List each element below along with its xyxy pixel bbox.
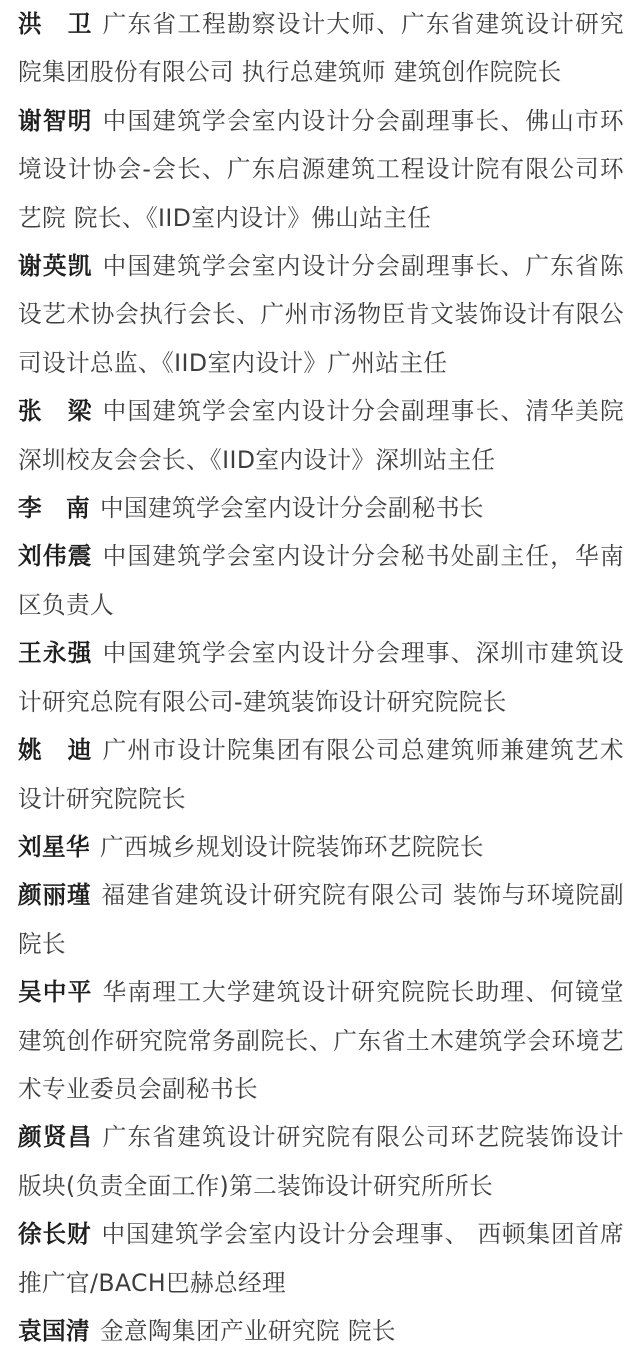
person-name: 李 南: [18, 494, 90, 523]
person-name: 刘星华: [18, 832, 90, 861]
person-title: 中国建筑学会室内设计分会理事、深圳市建筑设计研究总院有限公司-建筑装饰设计研究院院长: [18, 639, 624, 716]
person-name: 王永强: [18, 639, 93, 668]
list-item: [18, 1113, 624, 1210]
list-item: [18, 532, 624, 629]
person-title: 中国建筑学会室内设计分会理事、 西顿集团首席推广官/BACH巴赫总经理: [18, 1220, 624, 1297]
person-title: 中国建筑学会室内设计分会副理事长、广东省陈设艺术协会执行会长、广州市汤物臣肯文装饰设计有限公司设计总监、《IID室内设计》广州站主任: [18, 252, 624, 377]
person-name: 姚 迪: [18, 736, 93, 765]
list-item: [18, 242, 624, 387]
person-name: 洪 卫: [18, 10, 93, 38]
person-name: 颜丽瑾: [18, 881, 92, 910]
person-name: 吴中平: [18, 978, 93, 1007]
person-title: 广东省工程勘察设计大师、广东省建筑设计研究院集团股份有限公司 执行总建筑师 建筑创作院院长: [18, 10, 624, 87]
list-item: [18, 823, 624, 871]
list-item: [18, 629, 624, 726]
list-item: [18, 0, 624, 97]
list-item: [18, 484, 624, 532]
person-name: 徐长财: [18, 1220, 92, 1249]
person-title: 中国建筑学会室内设计分会副秘书长: [99, 494, 484, 523]
person-title: 广西城乡规划设计院装饰环艺院院长: [99, 832, 484, 861]
person-title: 中国建筑学会室内设计分会副理事长、清华美院深圳校友会会长、《IID室内设计》深圳站主任: [18, 397, 624, 474]
list-item: [18, 1307, 624, 1355]
person-name: 谢智明: [18, 106, 93, 135]
list-item: [18, 97, 624, 242]
list-item: [18, 726, 624, 823]
person-title: 福建省建筑设计研究院有限公司 装饰与环境院副院长: [18, 881, 624, 958]
person-name: 谢英凯: [18, 252, 93, 281]
person-name: 袁国清: [18, 1316, 90, 1345]
list-item: [18, 387, 624, 484]
list-item: [18, 1210, 624, 1307]
list-item: [18, 968, 624, 1113]
person-name: 张 梁: [18, 397, 93, 426]
person-title: 华南理工大学建筑设计研究院院长助理、何镜堂建筑创作研究院常务副院长、广东省土木建筑学会环境艺术专业委员会副秘书长: [18, 978, 624, 1103]
person-name: 颜贤昌: [18, 1123, 93, 1152]
person-title: 广东省建筑设计研究院有限公司环艺院装饰设计版块(负责全面工作)第二装饰设计研究所所长: [18, 1123, 624, 1200]
person-title: 中国建筑学会室内设计分会副理事长、佛山市环境设计协会-会长、广东启源建筑工程设计院有限公司环艺院 院长、《IID室内设计》佛山站主任: [18, 106, 624, 232]
person-title: 中国建筑学会室内设计分会秘书处副主任，华南区负责人: [18, 542, 624, 619]
person-title: 广州市设计院集团有限公司总建筑师兼建筑艺术设计研究院院长: [18, 736, 624, 813]
list-item: [18, 871, 624, 968]
person-name: 刘伟震: [18, 542, 93, 571]
person-title: 金意陶集团产业研究院 院长: [99, 1316, 396, 1345]
